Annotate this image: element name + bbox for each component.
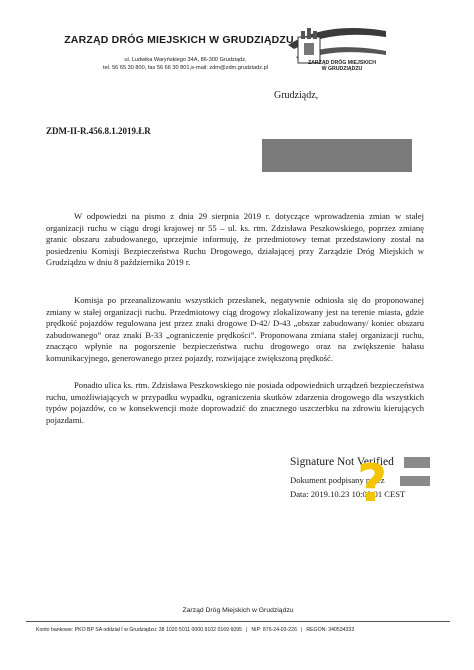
footer-nip: NIP: 876-24-03-226: [251, 627, 297, 633]
logo-caption-line-1: ZARZĄD DRÓG MIEJSKICH: [307, 60, 376, 66]
footer-bank: Konto bankowe: PKO BP SA oddział I w Grudziądzu: 38 1020 5011 0000 9102 0169 6095: [36, 627, 243, 633]
redacted-recipient: [262, 139, 412, 172]
redacted-signature-extra: [404, 457, 430, 468]
signed-by: Dokument podpisany przez: [290, 475, 385, 485]
signature-date: Data: 2019.10.23 10:00:01 CEST: [290, 489, 406, 499]
organization-name: ZARZĄD DRÓG MIEJSKICH W GRUDZIĄDZU: [64, 34, 294, 46]
question-mark-icon: ?: [357, 454, 388, 514]
contact-line: tel. 56 65 30 800, fax 56 66 30 801,e-mail: zdm@zdm.grudziadz.pl: [103, 65, 268, 71]
paragraph-1: W odpowiedzi na pismo z dnia 29 sierpnia 2019 r. dotyczące wprowadzenia zmian w stałej organizacji ruchu w ciągu drogi krajowej nr 55 – ul. ks. rtm. Zdzisława Peszkowskiego, poprzez zmianę granic obszaru zabudowanego, uprzejmie informuję, że przedmiotowy temat przedstawiony został na posiedzeniu Komisji Bezpieczeństwa Ruchu Drogowego, działającej przy Zarządzie Dróg Miejskich w Grudziądzu w dniu 8 października 2019 r.: [46, 211, 424, 268]
footer-regon: REGON: 340534333: [306, 627, 355, 633]
redacted-signer: [400, 476, 430, 486]
paragraph-2: Komisja po przeanalizowaniu wszystkich przesłanek, negatywnie odniosła się do proponowanej zmiany w stałej organizacji ruchu. Przedmiotowy ciąg drogowy zlokalizowany jest na terenie miasta, gdzie prędkość pojazdów regulowana jest przez znaki drogowe D-42/ D-43 „obszar zabudowany/ koniec obszaru zabudowanego” oraz znaki B-33 „ograniczenie prędkości”. Proponowana zmiana stałej organizacji ruchu, znacząco wpłynie na pogorszenie bezpieczeństwa ruchu drogowego oraz na zwiększenie hałasu komunikacyjnego, generowanego przez pojazdy, rozwijające zwiększoną prędkość.: [46, 295, 424, 363]
signature-status: Signature Not Verified: [290, 456, 394, 468]
footer-divider: [26, 621, 450, 622]
footer-info: Konto bankowe: PKO BP SA oddział I w Grudziądzu: 38 1020 5011 0000 9102 0169 6095 | NIP: 876-24-03-226 | REGON: 340534333: [36, 627, 355, 633]
footer-organization: Zarząd Dróg Miejskich w Grudziądzu: [182, 607, 294, 614]
logo-caption: [296, 60, 388, 73]
city-date: Grudziądz,: [274, 90, 319, 101]
organization-address: [78, 56, 293, 72]
address-line: ul. Ludwika Waryńskiego 34A, 86-300 Grudziądz,: [124, 57, 247, 63]
paragraph-3: Ponadto ulica ks. rtm. Zdzisława Peszkowskiego nie posiada odpowiednich urządzeń bezpieczeństwa ruchu, umożliwiających w przypadku wypadku, ograniczenia skutków zdarzenia drogowego dla wszystkich typów pojazdów, co w konsekwencji może doprowadzić do znacznego uszczerbku na zdrowiu kierujących pojazdami.: [46, 380, 424, 425]
logo-caption-line-2: W GRUDZIĄDZU: [321, 66, 363, 73]
reference-number: ZDM-II-R.456.8.1.2019.ŁR: [46, 126, 151, 136]
